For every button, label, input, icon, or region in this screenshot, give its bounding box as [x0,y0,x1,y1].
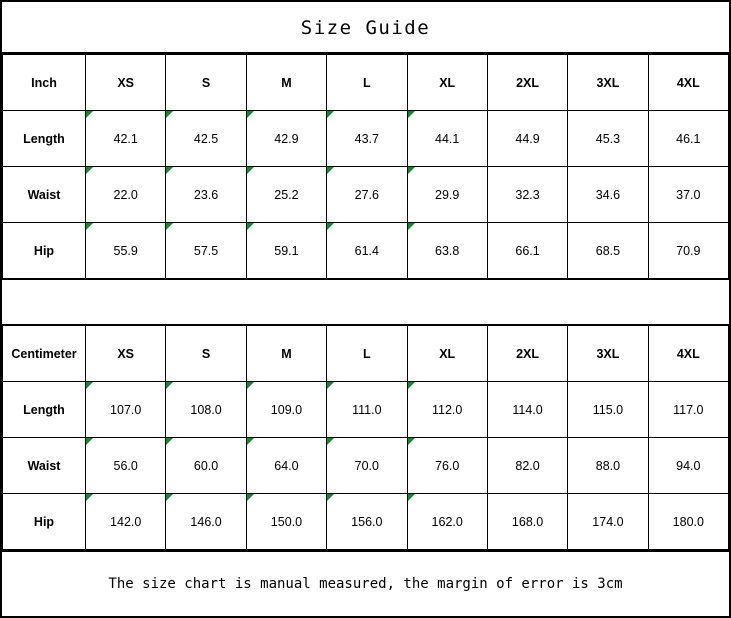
table-cell: 60.0 [166,438,246,494]
row-label: Length [3,111,86,167]
column-header: 2XL [487,55,567,111]
row-label: Waist [3,438,86,494]
table-cell: 114.0 [487,382,567,438]
footer-note: The size chart is manual measured, the margin of error is 3cm [2,550,729,616]
table-cell: 68.5 [568,223,648,279]
table-cell: 43.7 [327,111,407,167]
size-table-inch [2,54,729,279]
column-header: 4XL [648,55,728,111]
table-cell: 61.4 [327,223,407,279]
column-header: 3XL [568,55,648,111]
table-cell: 44.1 [407,111,487,167]
table-cell: 63.8 [407,223,487,279]
table-header-row [3,326,729,382]
table-cell: 22.0 [86,167,166,223]
column-header: 2XL [487,326,567,382]
unit-label-inch: Inch [3,55,86,111]
table-cell: 42.1 [86,111,166,167]
table-cell: 44.9 [487,111,567,167]
table-cell: 108.0 [166,382,246,438]
column-header: XL [407,55,487,111]
table-cell: 112.0 [407,382,487,438]
column-header: XS [86,55,166,111]
table-cell: 29.9 [407,167,487,223]
table-cell: 45.3 [568,111,648,167]
table-cell: 55.9 [86,223,166,279]
column-header: L [327,55,407,111]
table-row [3,167,729,223]
column-header: L [327,326,407,382]
table-cell: 66.1 [487,223,567,279]
table-row [3,223,729,279]
table-cell: 76.0 [407,438,487,494]
row-label: Length [3,382,86,438]
table-cell: 59.1 [246,223,326,279]
size-table-centimeter [2,325,729,550]
table-cell: 46.1 [648,111,728,167]
table-separator [2,279,729,325]
column-header: S [166,326,246,382]
table-cell: 107.0 [86,382,166,438]
table-cell: 82.0 [487,438,567,494]
row-label: Hip [3,494,86,550]
table-cell: 115.0 [568,382,648,438]
column-header: XL [407,326,487,382]
table-cell: 88.0 [568,438,648,494]
column-header: M [246,326,326,382]
column-header: XS [86,326,166,382]
table-cell: 42.9 [246,111,326,167]
column-header: 4XL [648,326,728,382]
table-cell: 142.0 [86,494,166,550]
table-row [3,438,729,494]
table-cell: 117.0 [648,382,728,438]
table-cell: 156.0 [327,494,407,550]
table-cell: 37.0 [648,167,728,223]
table-row [3,111,729,167]
table-cell: 70.0 [327,438,407,494]
table-cell: 32.3 [487,167,567,223]
table-cell: 42.5 [166,111,246,167]
table-cell: 57.5 [166,223,246,279]
table-cell: 168.0 [487,494,567,550]
row-label: Waist [3,167,86,223]
table-cell: 64.0 [246,438,326,494]
table-cell: 180.0 [648,494,728,550]
size-tables [2,54,729,550]
table-cell: 56.0 [86,438,166,494]
table-cell: 111.0 [327,382,407,438]
table-cell: 94.0 [648,438,728,494]
table-cell: 109.0 [246,382,326,438]
table-cell: 34.6 [568,167,648,223]
row-label: Hip [3,223,86,279]
table-cell: 70.9 [648,223,728,279]
table-cell: 146.0 [166,494,246,550]
column-header: 3XL [568,326,648,382]
unit-label-centimeter: Centimeter [3,326,86,382]
table-row [3,494,729,550]
table-cell: 27.6 [327,167,407,223]
table-cell: 23.6 [166,167,246,223]
table-row [3,382,729,438]
table-cell: 25.2 [246,167,326,223]
page-title: Size Guide [2,2,729,54]
column-header: M [246,55,326,111]
table-cell: 174.0 [568,494,648,550]
table-header-row [3,55,729,111]
table-cell: 150.0 [246,494,326,550]
table-cell: 162.0 [407,494,487,550]
column-header: S [166,55,246,111]
